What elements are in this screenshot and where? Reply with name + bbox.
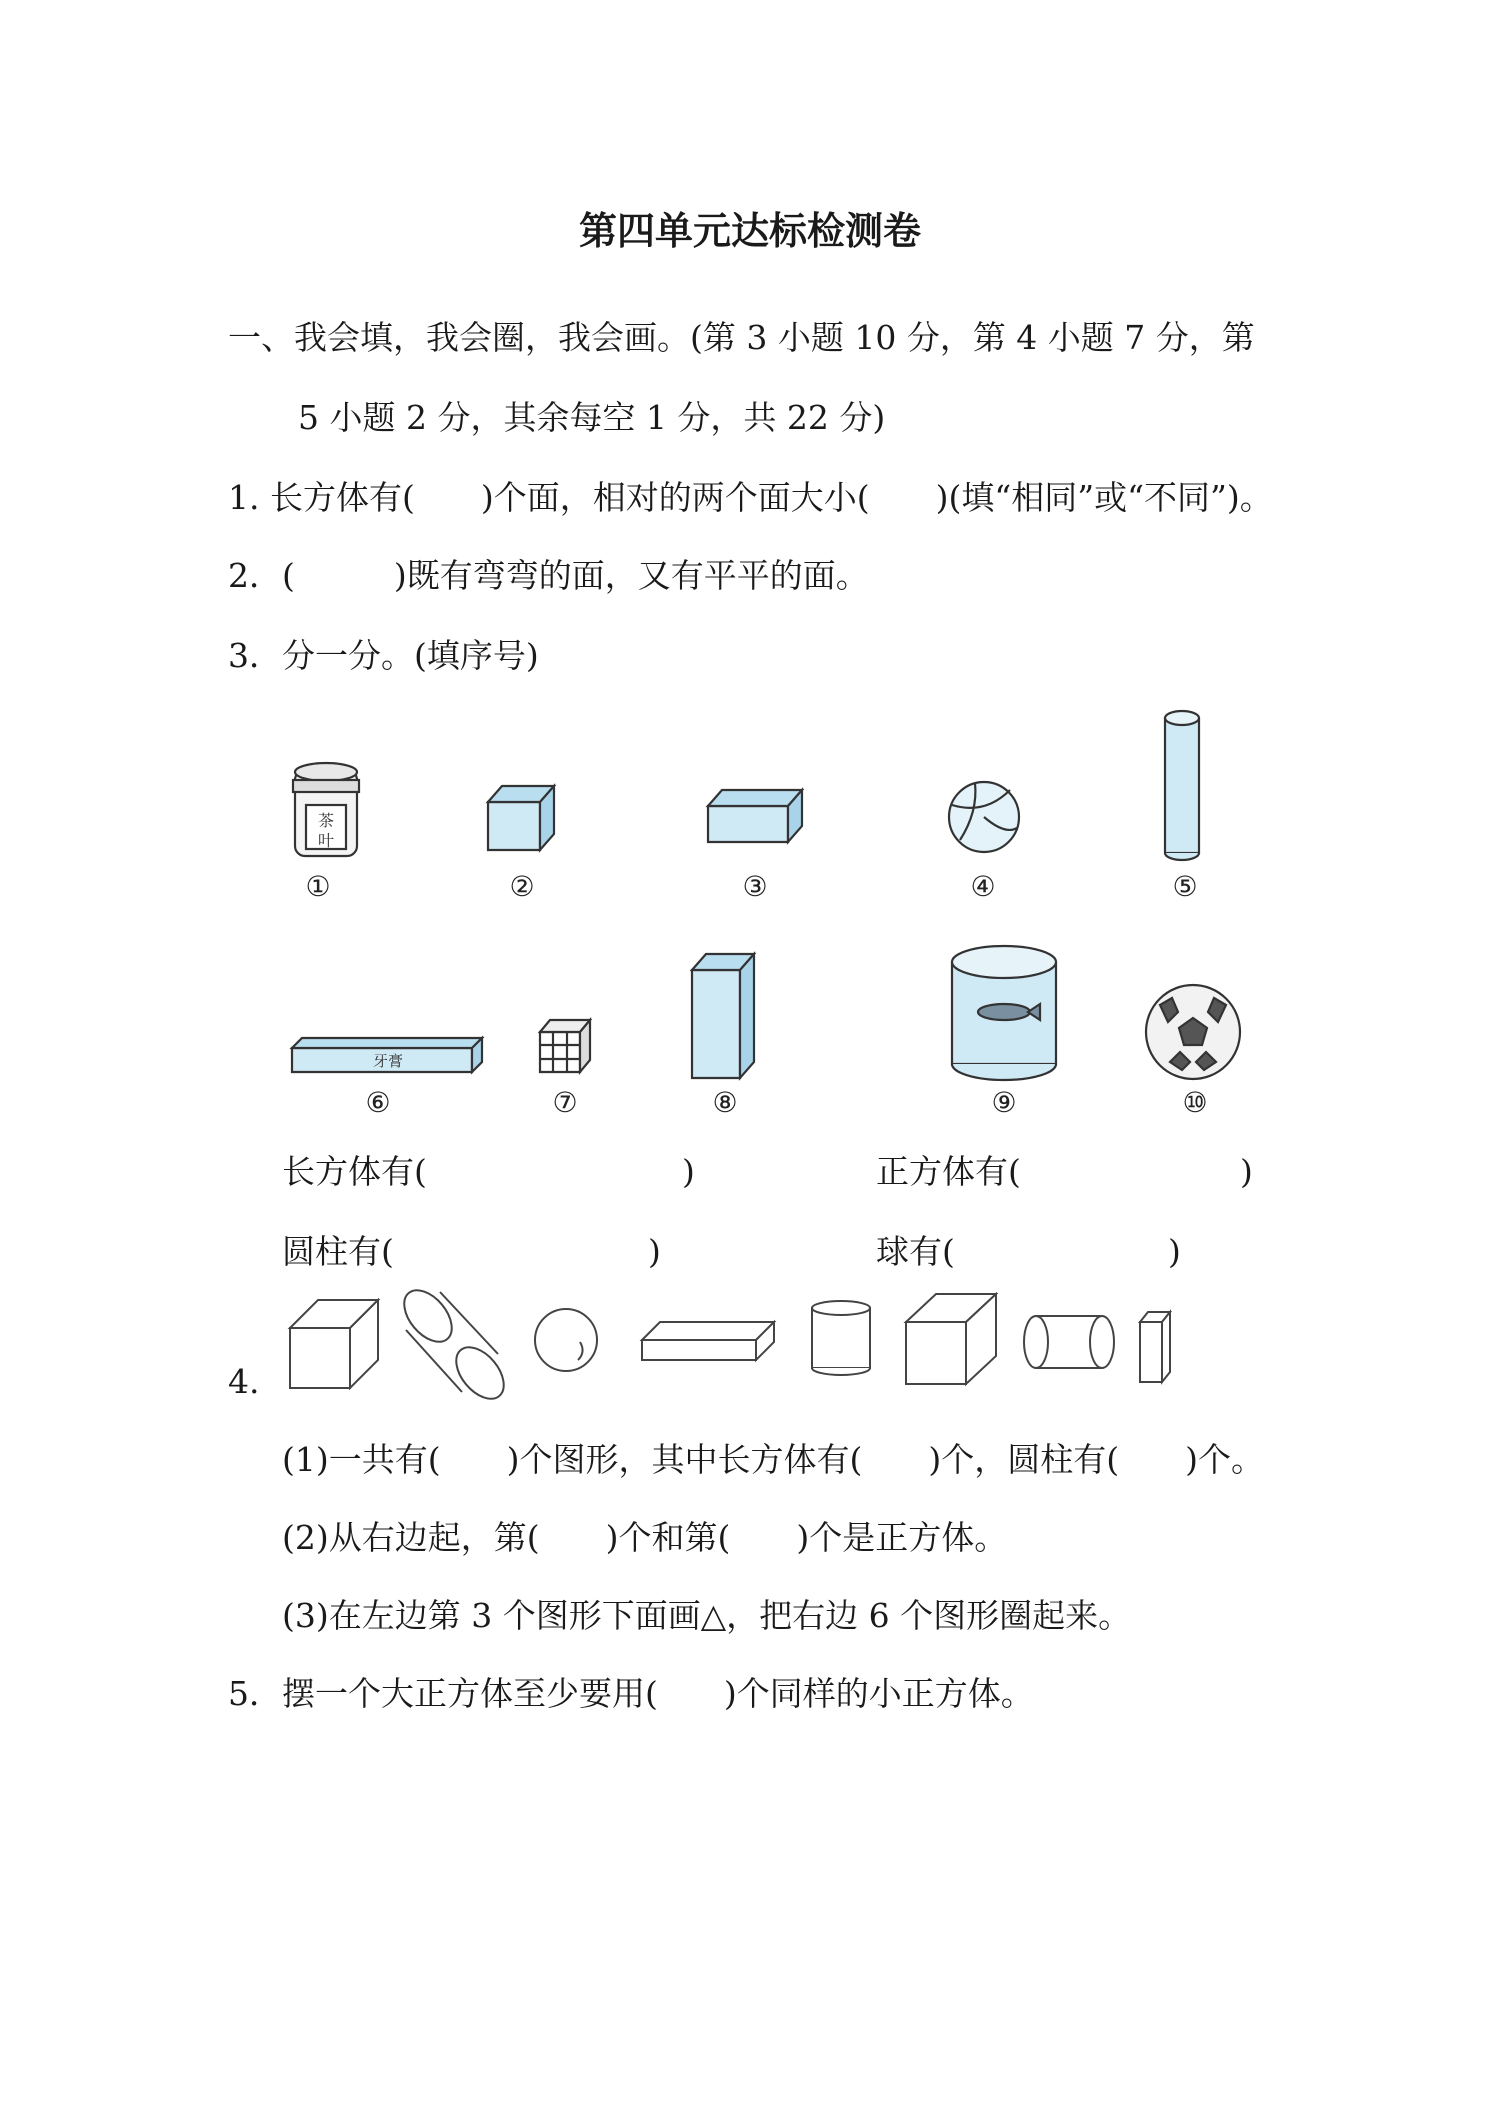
q4-thin-cuboid: [1140, 1312, 1170, 1382]
question-3: 3．分一分。(填序号): [228, 636, 539, 675]
item-label-7: ⑦: [552, 1086, 578, 1119]
item-label-2: ②: [509, 870, 535, 903]
item-label-6: ⑥: [365, 1086, 391, 1119]
blank-cuboid-close: ): [682, 1152, 695, 1191]
question-4-sub3: (3)在左边第 3 个图形下面画△，把右边 6 个图形圈起来。: [282, 1596, 1132, 1635]
blank-cylinder-label: 圆柱有(: [282, 1232, 394, 1271]
q4-cube-2: [906, 1294, 996, 1384]
q4-horizontal-cylinder: [1024, 1316, 1114, 1368]
item-label-9: ⑨: [991, 1086, 1017, 1119]
question-1: 1. 长方体有( )个面，相对的两个面大小( )(填“相同”或“不同”)。: [228, 478, 1273, 517]
blank-cube-close: ): [1240, 1152, 1253, 1191]
item-label-1: ①: [305, 870, 331, 903]
question-4-sub2: (2)从右边起，第( )个和第( )个是正方体。: [282, 1518, 1008, 1557]
toothpaste-label: 牙膏: [372, 1052, 404, 1070]
question-4-sub1: (1)一共有( )个图形，其中长方体有( )个，圆柱有( )个。: [282, 1440, 1264, 1479]
q4-upright-cylinder: [812, 1301, 870, 1375]
section-heading-line2: 5 小题 2 分，其余每空 1 分，共 22 分): [298, 398, 886, 437]
question-5: 5．摆一个大正方体至少要用( )个同样的小正方体。: [228, 1674, 1034, 1713]
page-title: 第四单元达标检测卷: [578, 209, 921, 253]
item-label-3: ③: [742, 870, 768, 903]
q4-tilted-cylinder: [395, 1281, 513, 1407]
tea-can-label-2: 叶: [317, 831, 335, 850]
question-2: 2．( )既有弯弯的面，又有平平的面。: [228, 556, 869, 595]
blank-sphere-close: ): [1168, 1232, 1181, 1271]
question-4-number: 4.: [228, 1362, 260, 1401]
q4-flat-cuboid: [642, 1322, 774, 1360]
blank-sphere-label: 球有(: [876, 1232, 955, 1271]
item-label-5: ⑤: [1172, 870, 1198, 903]
q4-cube-1: [290, 1300, 378, 1388]
blank-cuboid-label: 长方体有(: [282, 1152, 427, 1191]
section-heading-line1: 一、我会填，我会圈，我会画。(第 3 小题 10 分，第 4 小题 7 分，第: [228, 318, 1255, 357]
item-label-4: ④: [970, 870, 996, 903]
item-label-10: ⑩: [1182, 1086, 1208, 1119]
blank-cylinder-close: ): [648, 1232, 661, 1271]
q4-sphere: [535, 1309, 597, 1371]
tea-can-label-1: 茶: [317, 811, 335, 830]
blank-cube-label: 正方体有(: [876, 1152, 1021, 1191]
item-label-8: ⑧: [712, 1086, 738, 1119]
